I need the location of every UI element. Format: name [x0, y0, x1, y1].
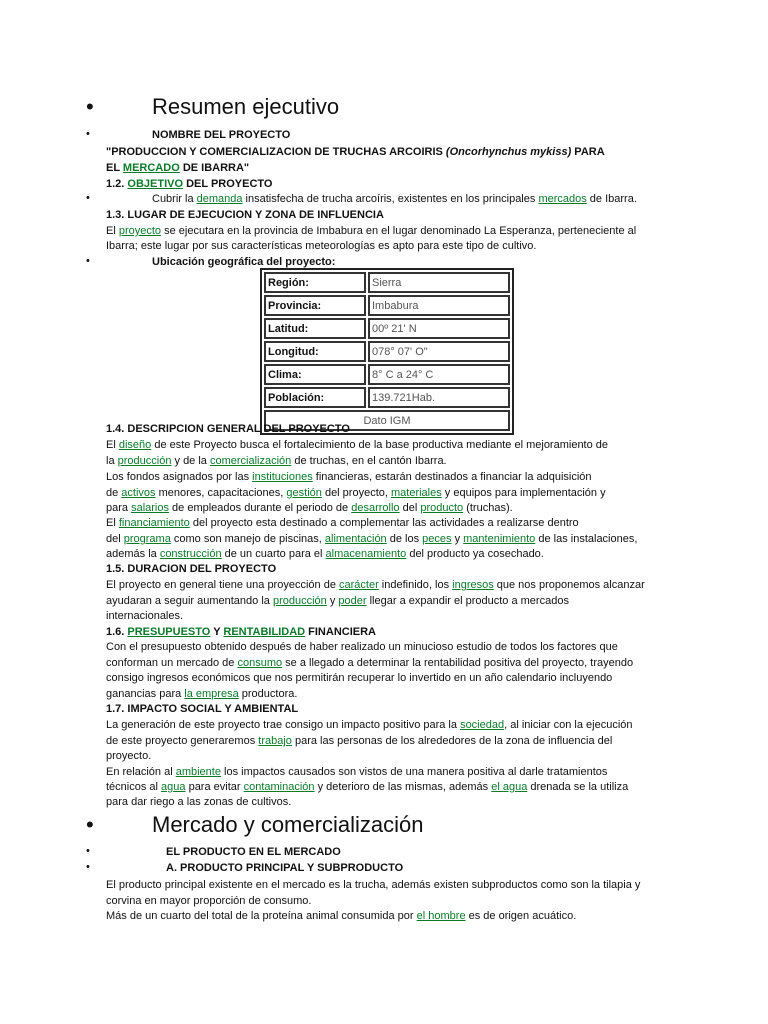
bullet-icon: • — [86, 861, 90, 873]
text: de un cuarto para el — [221, 548, 326, 560]
link-ambiente[interactable]: ambiente — [175, 766, 221, 778]
text: 1.2. — [106, 178, 128, 190]
text: para las personas de los alrededores de la zona de influencia del — [291, 735, 613, 747]
link-mercado[interactable]: MERCADO — [122, 162, 180, 174]
pres-line3: consigo ingresos económicos que nos permitirán recuperar lo invertido en un año calendario incluyendo — [106, 672, 613, 684]
link-almacenamiento[interactable]: almacenamiento — [325, 548, 407, 560]
dur-line2 — [106, 594, 569, 609]
text: 1.6. — [106, 626, 128, 638]
text: conforman un mercado de — [106, 657, 238, 669]
objetivo-heading — [106, 177, 272, 192]
imp-line5 — [106, 780, 628, 795]
text: Más de un cuarto del total de la proteína animal consumida por — [106, 910, 417, 922]
imp-line1 — [106, 718, 633, 733]
table-value: 139.721Hab. — [368, 387, 510, 408]
bullet-icon: • — [86, 128, 90, 140]
text: y equipos para implementación y — [441, 487, 606, 499]
pres-line1: Con el presupuesto obtenido después de haber realizado un minucioso estudio de todos los factores que — [106, 641, 618, 653]
text: de los — [386, 533, 423, 545]
link-consumo[interactable]: consumo — [237, 657, 283, 669]
descripcion-heading: 1.4. DESCRIPCION GENERAL DEL PROYECTO — [106, 423, 350, 435]
table-key: Longitud: — [264, 341, 366, 362]
link-desarrollo[interactable]: desarrollo — [351, 502, 400, 514]
text: se ejecutara en la provincia de Imbabura en el lugar denominado La Esperanza, perteneciente al — [161, 225, 637, 237]
link-producto[interactable]: producto — [420, 502, 464, 514]
bullet-icon: • — [86, 94, 94, 119]
text: ayudaran a seguir aumentando la — [106, 595, 273, 607]
text: de este Proyecto busca el fortalecimiento de la base productiva mediante el mejoramiento de — [151, 439, 609, 451]
mercado-bullet2: A. PRODUCTO PRINCIPAL Y SUBPRODUCTO — [166, 862, 404, 874]
text: Y — [210, 626, 224, 638]
section-heading-resumen — [0, 94, 768, 120]
link-mantenimiento[interactable]: mantenimiento — [463, 533, 536, 545]
text: técnicos al — [106, 781, 162, 793]
link-activos[interactable]: activos — [121, 487, 156, 499]
link-programa[interactable]: programa — [123, 533, 171, 545]
text: "PRODUCCION Y COMERCIALIZACION DE TRUCHAS ARCOIRIS — [106, 146, 446, 158]
link-peces[interactable]: peces — [422, 533, 452, 545]
text: del — [106, 533, 124, 545]
link-demanda[interactable]: demanda — [196, 193, 243, 205]
table-row — [264, 341, 510, 362]
link-gestion[interactable]: gestión — [286, 487, 322, 499]
link-alimentacion[interactable]: alimentación — [324, 533, 387, 545]
text: del producto ya cosechado. — [406, 548, 544, 560]
desc-line1 — [106, 438, 608, 453]
text: los impactos causados son vistos de una manera positiva al darle tratamientos — [220, 766, 608, 778]
text: El — [106, 517, 119, 529]
text: EL — [106, 162, 123, 174]
text: DE IBARRA" — [179, 162, 250, 174]
text: de empleados durante el periodo de — [168, 502, 352, 514]
desc-line4 — [106, 486, 606, 501]
text: y de la — [171, 455, 210, 467]
text: El — [106, 439, 119, 451]
text: de este proyecto generaremos — [106, 735, 259, 747]
lugar-line1 — [106, 224, 636, 239]
table-key: Población: — [264, 387, 366, 408]
table-row — [264, 318, 510, 339]
desc-line3 — [106, 470, 592, 485]
desc-line5 — [106, 501, 513, 516]
text: (truchas). — [463, 502, 513, 514]
merc-line3 — [106, 909, 576, 924]
lugar-line2: Ibarra; este lugar por sus características meteorologías es apto para este tipo de cultivo. — [106, 240, 537, 252]
text: y — [451, 533, 464, 545]
link-presupuesto[interactable]: PRESUPUESTO — [127, 626, 211, 638]
link-el-hombre[interactable]: el hombre — [416, 910, 466, 922]
desc-line2 — [106, 454, 447, 469]
link-ingresos[interactable]: ingresos — [452, 579, 494, 591]
lugar-heading: 1.3. LUGAR DE EJECUCION Y ZONA DE INFLUENCIA — [106, 209, 384, 221]
imp-line4 — [106, 765, 607, 780]
text: PARA — [571, 146, 605, 158]
text: ganancias para — [106, 688, 185, 700]
link-sociedad[interactable]: sociedad — [460, 719, 505, 731]
table-value: Imbabura — [368, 295, 510, 316]
text: la — [106, 455, 118, 467]
text: La generación de este proyecto trae consigo un impacto positivo para la — [106, 719, 461, 731]
link-trabajo[interactable]: trabajo — [258, 735, 292, 747]
text: como son manejo de piscinas, — [170, 533, 325, 545]
impacto-heading: 1.7. IMPACTO SOCIAL Y AMBIENTAL — [106, 703, 299, 715]
link-objetivo[interactable]: OBJETIVO — [127, 178, 184, 190]
link-contaminacion[interactable]: contaminación — [243, 781, 315, 793]
text: El proyecto en general tiene una proyección de — [106, 579, 339, 591]
link-diseno[interactable]: diseño — [118, 439, 152, 451]
dur-line3: internacionales. — [106, 610, 184, 622]
pres-line4 — [106, 687, 297, 702]
table-key: Clima: — [264, 364, 366, 385]
link-produccion[interactable]: producción — [117, 455, 172, 467]
text: del proyecto, — [321, 487, 391, 499]
pres-line2 — [106, 656, 633, 671]
bullet-icon: • — [86, 845, 90, 857]
text: productora. — [238, 688, 298, 700]
project-title-line1 — [106, 145, 605, 160]
table-source: Dato IGM — [264, 410, 510, 431]
link-comercializacion[interactable]: comercialización — [209, 455, 292, 467]
link-financiamiento[interactable]: financiamiento — [118, 517, 190, 529]
text: insatisfecha de trucha arcoíris, existentes en los principales — [242, 193, 539, 205]
link-produccion-2[interactable]: producción — [272, 595, 327, 607]
text: es de origen acuático. — [465, 910, 577, 922]
text: para — [106, 502, 132, 514]
table-row — [264, 295, 510, 316]
section-heading-mercado — [0, 812, 768, 838]
link-el-agua[interactable]: el agua — [491, 781, 528, 793]
table-key: Provincia: — [264, 295, 366, 316]
text: de — [106, 487, 122, 499]
text: del — [399, 502, 421, 514]
text: y — [326, 595, 339, 607]
text: menores, capacitaciones, — [155, 487, 287, 499]
table-value: 078° 07' O" — [368, 341, 510, 362]
merc-line2: corvina en mayor proporción de consumo. — [106, 895, 312, 907]
link-agua[interactable]: agua — [161, 781, 186, 793]
desc-line7 — [106, 532, 637, 547]
table-row — [264, 364, 510, 385]
text: para evitar — [185, 781, 244, 793]
objetivo-text — [152, 192, 637, 207]
geo-table — [260, 268, 514, 435]
section-title: Mercado y comercialización — [152, 812, 424, 837]
text: , al iniciar con la ejecución — [504, 719, 633, 731]
link-poder[interactable]: poder — [338, 595, 367, 607]
text: llegar a expandir el producto a mercados — [366, 595, 569, 607]
imp-line3: proyecto. — [106, 750, 152, 762]
link-salarios[interactable]: salarios — [131, 502, 169, 514]
link-rentabilidad[interactable]: RENTABILIDAD — [223, 626, 306, 638]
link-la-empresa[interactable]: la empresa — [184, 688, 239, 700]
desc-line8 — [106, 547, 544, 562]
text: de las instalaciones, — [535, 533, 638, 545]
bullet-icon: • — [86, 812, 94, 837]
mercado-bullet1: EL PRODUCTO EN EL MERCADO — [166, 846, 341, 858]
text: se a llegado a determinar la rentabilidad positiva del proyecto, trayendo — [282, 657, 634, 669]
imp-line6: para dar riego a las zonas de cultivos. — [106, 796, 292, 808]
text: Los fondos asignados por las — [106, 471, 253, 483]
link-construccion[interactable]: construcción — [159, 548, 222, 560]
dur-line1 — [106, 578, 645, 593]
text: del proyecto esta destinado a complementar las actividades a realizarse dentro — [189, 517, 579, 529]
link-caracter[interactable]: carácter — [339, 579, 379, 591]
text: de Ibarra. — [586, 193, 637, 205]
desc-line6 — [106, 516, 579, 531]
link-proyecto[interactable]: proyecto — [118, 225, 162, 237]
bullet-icon: • — [86, 255, 90, 267]
presupuesto-heading — [106, 625, 376, 640]
link-instituciones[interactable]: instituciones — [252, 471, 313, 483]
project-title-line2 — [106, 161, 249, 176]
text: El — [106, 225, 119, 237]
link-mercados[interactable]: mercados — [538, 193, 587, 205]
nombre-heading: NOMBRE DEL PROYECTO — [152, 129, 291, 141]
ubicacion-heading: Ubicación geográfica del proyecto: — [152, 256, 336, 268]
table-value: 00º 21' N — [368, 318, 510, 339]
table-value: Sierra — [368, 272, 510, 293]
text: En relación al — [106, 766, 176, 778]
table-key: Latitud: — [264, 318, 366, 339]
text: Cubrir la — [152, 193, 197, 205]
bullet-icon: • — [86, 192, 90, 204]
text: financieras, estarán destinados a financiar la adquisición — [312, 471, 592, 483]
link-materiales[interactable]: materiales — [390, 487, 442, 499]
text: drenada se la utiliza — [527, 781, 629, 793]
table-key: Región: — [264, 272, 366, 293]
section-title: Resumen ejecutivo — [152, 94, 340, 119]
table-value: 8° C a 24° C — [368, 364, 510, 385]
species-name: (Oncorhynchus mykiss) — [445, 146, 572, 158]
table-row — [264, 387, 510, 408]
text: DEL PROYECTO — [183, 178, 273, 190]
imp-line2 — [106, 734, 612, 749]
text: y deterioro de las mismas, además — [314, 781, 492, 793]
table-row — [264, 272, 510, 293]
text: indefinido, los — [378, 579, 453, 591]
text: además la — [106, 548, 160, 560]
merc-line1: El producto principal existente en el mercado es la trucha, además existen subproductos como son la tilapia y — [106, 879, 641, 891]
text: FINANCIERA — [305, 626, 376, 638]
text: que nos proponemos alcanzar — [493, 579, 645, 591]
duracion-heading: 1.5. DURACION DEL PROYECTO — [106, 563, 277, 575]
text: de truchas, en el cantón Ibarra. — [291, 455, 447, 467]
